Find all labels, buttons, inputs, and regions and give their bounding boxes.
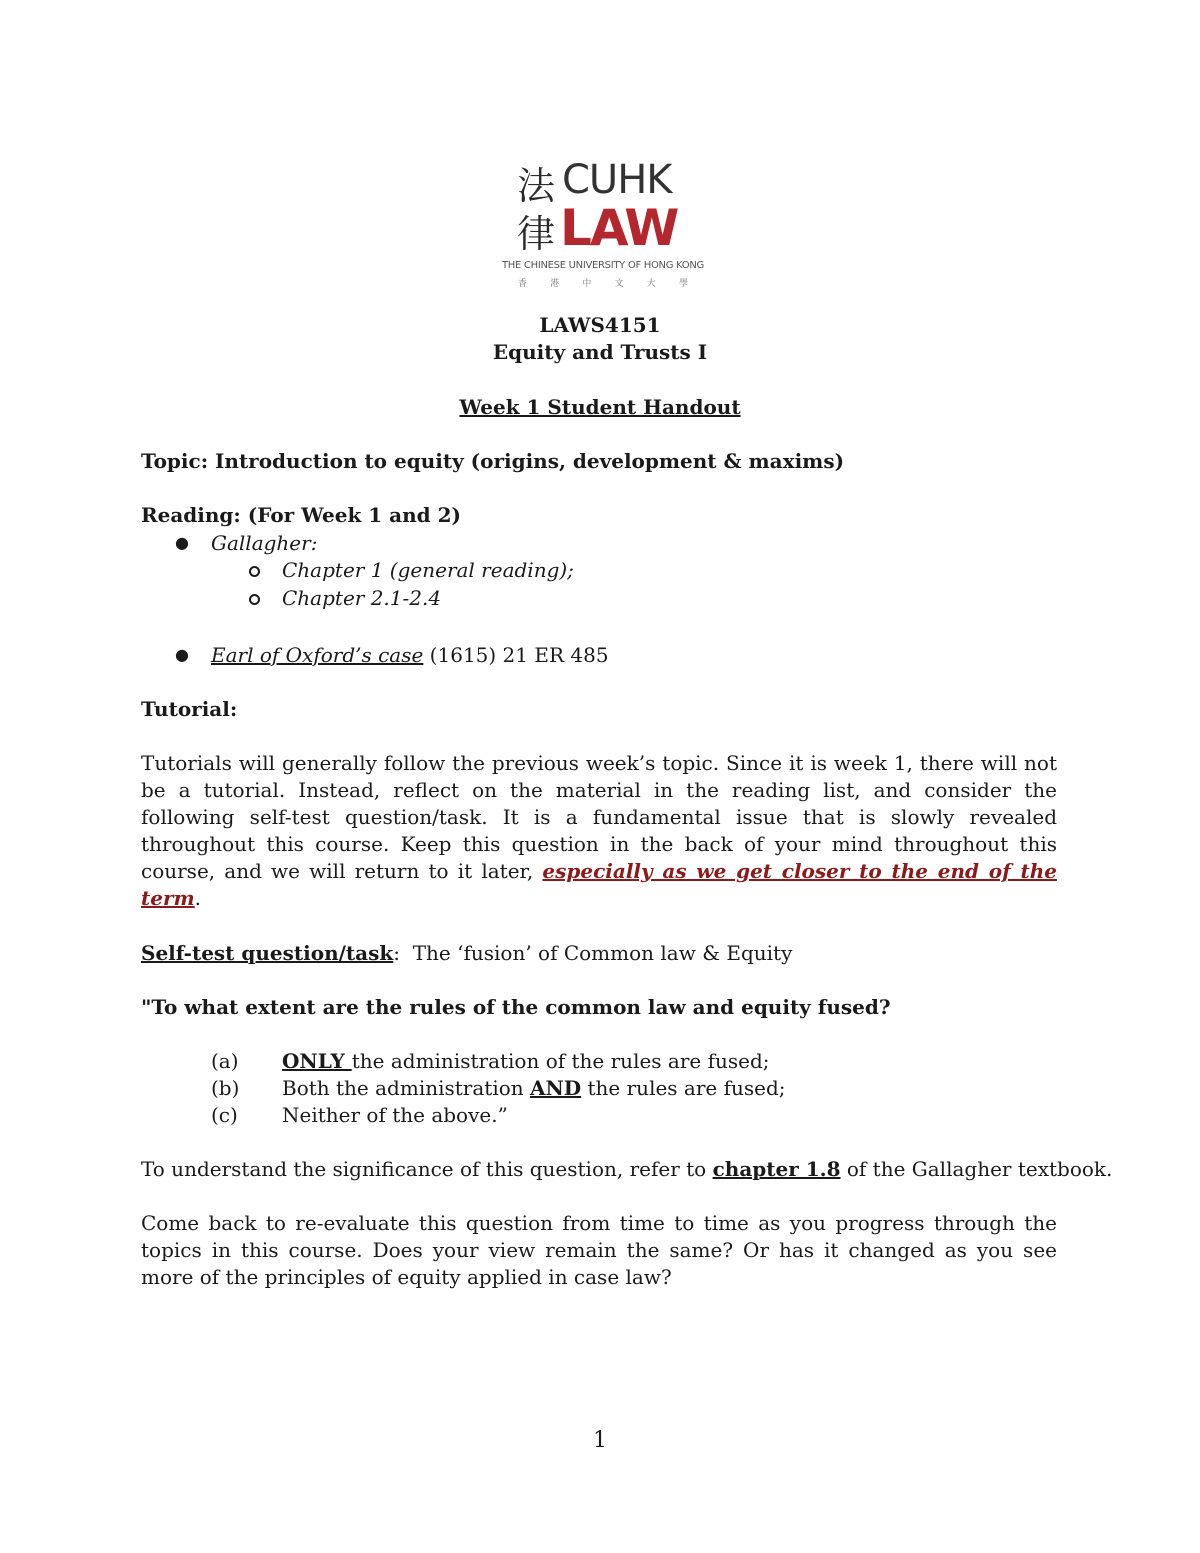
- reading-gallagher: Gallagher:: [211, 531, 318, 555]
- option-a-label: (a): [211, 1049, 239, 1073]
- bullet-dot-icon: ●: [175, 645, 189, 664]
- tutorial-heading: Tutorial:: [141, 697, 238, 721]
- self-test-label: Self-test question/task: [141, 941, 394, 965]
- handout-title-row: [0, 394, 1200, 421]
- case-citation: (1615) 21 ER 485: [423, 643, 609, 667]
- self-test-text: The ‘fusion’ of Common law & Equity: [412, 941, 793, 965]
- page-number: 1: [593, 1428, 607, 1453]
- reading-heading: Reading: (For Week 1 and 2): [141, 503, 461, 527]
- chapter-reference-link[interactable]: chapter 1.8: [712, 1157, 841, 1181]
- option-b-label: (b): [211, 1076, 240, 1100]
- self-test-question: "To what extent are the rules of the common law and equity fused?: [141, 995, 891, 1019]
- tutorial-emphasis: especially as we get closer to the end of the term: [141, 859, 1057, 910]
- bullet-dot-icon: ●: [175, 533, 189, 552]
- closing-paragraph: Come back to re-evaluate this question from time to time as you progress through the topics in this course. Does your view remain the same? Or has it changed as you see more of the principles of equity applied in case law?: [141, 1211, 1057, 1289]
- sub-bullet-circle-icon: [249, 566, 260, 577]
- sub-bullet-circle-icon: [249, 594, 260, 605]
- topic-line: [141, 448, 844, 475]
- course-title: Equity and Trusts I: [492, 340, 708, 364]
- option-b-text: Both the administration AND the rules are fused;: [282, 1076, 786, 1100]
- option-c-label: (c): [211, 1103, 238, 1127]
- self-test-line: Self-test question/task: The ‘fusion’ of Common law & Equity: [141, 941, 793, 965]
- logo-cjk-bottom: 律: [516, 212, 555, 256]
- reference-line: To understand the significance of this question, refer to chapter 1.8 of the Gallagher textbook.: [141, 1157, 1113, 1181]
- handout-title: Week 1 Student Handout: [459, 395, 741, 419]
- logo-cjk-top: 法: [516, 164, 555, 208]
- logo-cjk-characters: [514, 162, 558, 258]
- cuhk-law-logo: [490, 157, 716, 294]
- option-c-text: Neither of the above.”: [282, 1103, 508, 1127]
- reading-chapter-1: Chapter 1 (general reading);: [282, 558, 574, 582]
- course-code: LAWS4151: [539, 313, 661, 337]
- logo-university-cjk: 香 港 中 文 大 學: [518, 279, 688, 289]
- case-name-link[interactable]: Earl of Oxford’s case: [211, 643, 424, 667]
- topic-label: Topic:: [141, 449, 209, 473]
- option-a-text: ONLY the administration of the rules are fused;: [282, 1049, 770, 1073]
- logo-law-text: LAW: [560, 199, 678, 257]
- topic-text: Introduction to equity (origins, development & maxims): [215, 449, 845, 473]
- reading-chapter-2: Chapter 2.1-2.4: [282, 586, 442, 610]
- logo-cuhk-text: CUHK: [562, 157, 672, 203]
- reading-case: [211, 642, 609, 669]
- logo-university-name: THE CHINESE UNIVERSITY OF HONG KONG: [502, 260, 704, 271]
- tutorial-paragraph: Tutorials will generally follow the previous week’s topic. Since it is week 1, there will not be a tutorial. Instead, reflect on the material in the reading list, and consider the following self-test question/task. It is a fundamental issue that is slowly revealed throughout this course. Keep this question in the back of your mind throughout this course, and we will return to it later, especially as we get closer to the end of the term.: [141, 751, 1057, 910]
